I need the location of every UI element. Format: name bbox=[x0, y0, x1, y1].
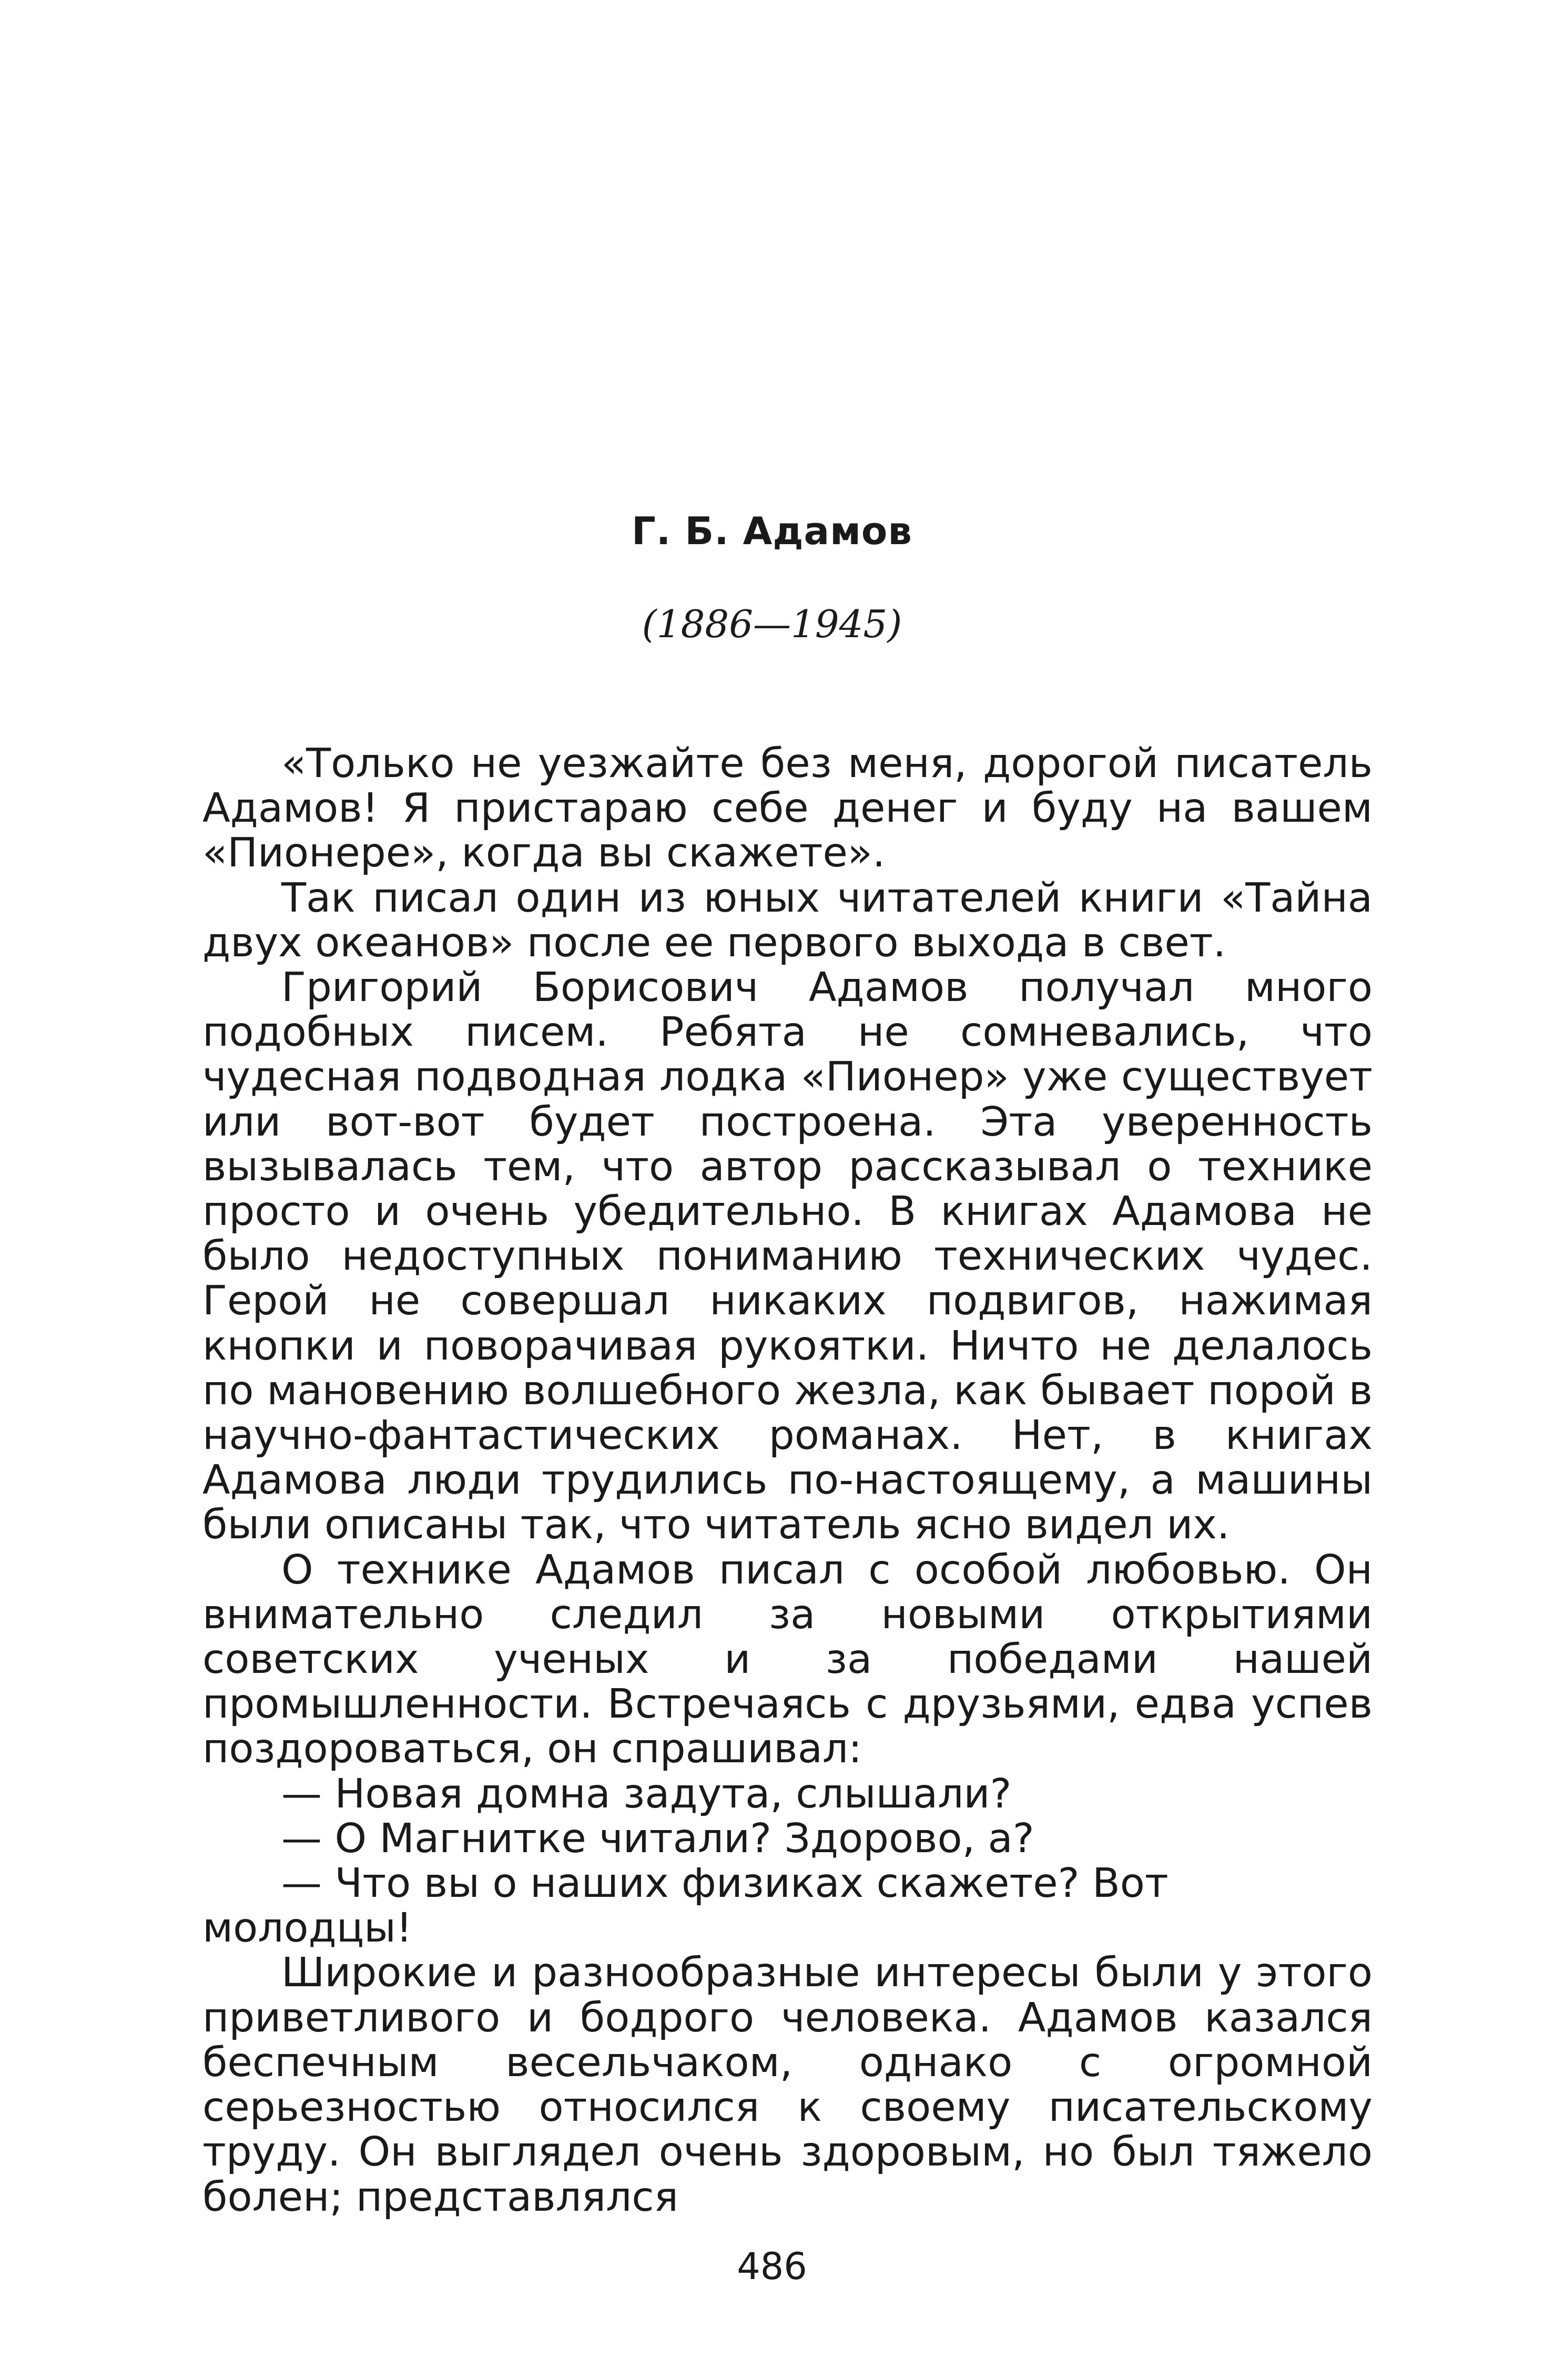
paragraph-quote: «Только не уезжайте без меня, дорогой писатель Адамов! Я пристараю себе денег и буду на вашем «Пионере», когда вы скажете». bbox=[202, 740, 1373, 877]
paragraph: Григорий Борисович Адамов получал много подобных писем. Ребята не сомневались, что чудесная подводная лодка «Пионер» уже существует или вот-вот будет построена. Эта уверенность вызывалась тем, что автор рассказывал о технике просто и очень убедительно. В книгах Адамова не было недоступных пониманию технических чудес. Герой не совершал никаких подвигов, нажимая кнопки и поворачивая рукоятки. Ничто не делалось по мановению волшебного жезла, как бывает порой в научно-фантастических романах. Нет, в книгах Адамова люди трудились по-настоящему, а машины были описаны так, что читатель ясно видел их. bbox=[202, 964, 1373, 1549]
paragraph: О технике Адамов писал с особой любовью. Он внимательно следил за новыми открытиями советских ученых и за победами нашей промышленности. Встречаясь с друзьями, едва успев поздороваться, он спрашивал: bbox=[202, 1546, 1373, 1773]
paragraph: Широкие и разнообразные интересы были у этого приветливого и бодрого человека. Адамов казался беспечным весельчаком, однако с огромной серьезностью относился к своему писательскому труду. Он выглядел очень здоровым, но был тяжело болен; представлялся bbox=[202, 1949, 1373, 2221]
dialogue-line: — О Магнитке читали? Здорово, а? bbox=[281, 1815, 1034, 1862]
page-number: 486 bbox=[737, 2245, 807, 2288]
dialogue-line: — Что вы о наших физиках скажете? Вот молодцы! bbox=[202, 1860, 1169, 1952]
author-name-heading: Г. Б. Адамов bbox=[632, 509, 912, 553]
paragraph: Так писал один из юных читателей книги «Тайна двух океанов» после ее первого выхода в свет. bbox=[202, 874, 1373, 966]
body-text bbox=[202, 741, 1373, 2220]
dialogue-line: — Новая домна задута, слышали? bbox=[281, 1770, 1012, 1817]
life-dates: (1886—1945) bbox=[642, 602, 902, 646]
